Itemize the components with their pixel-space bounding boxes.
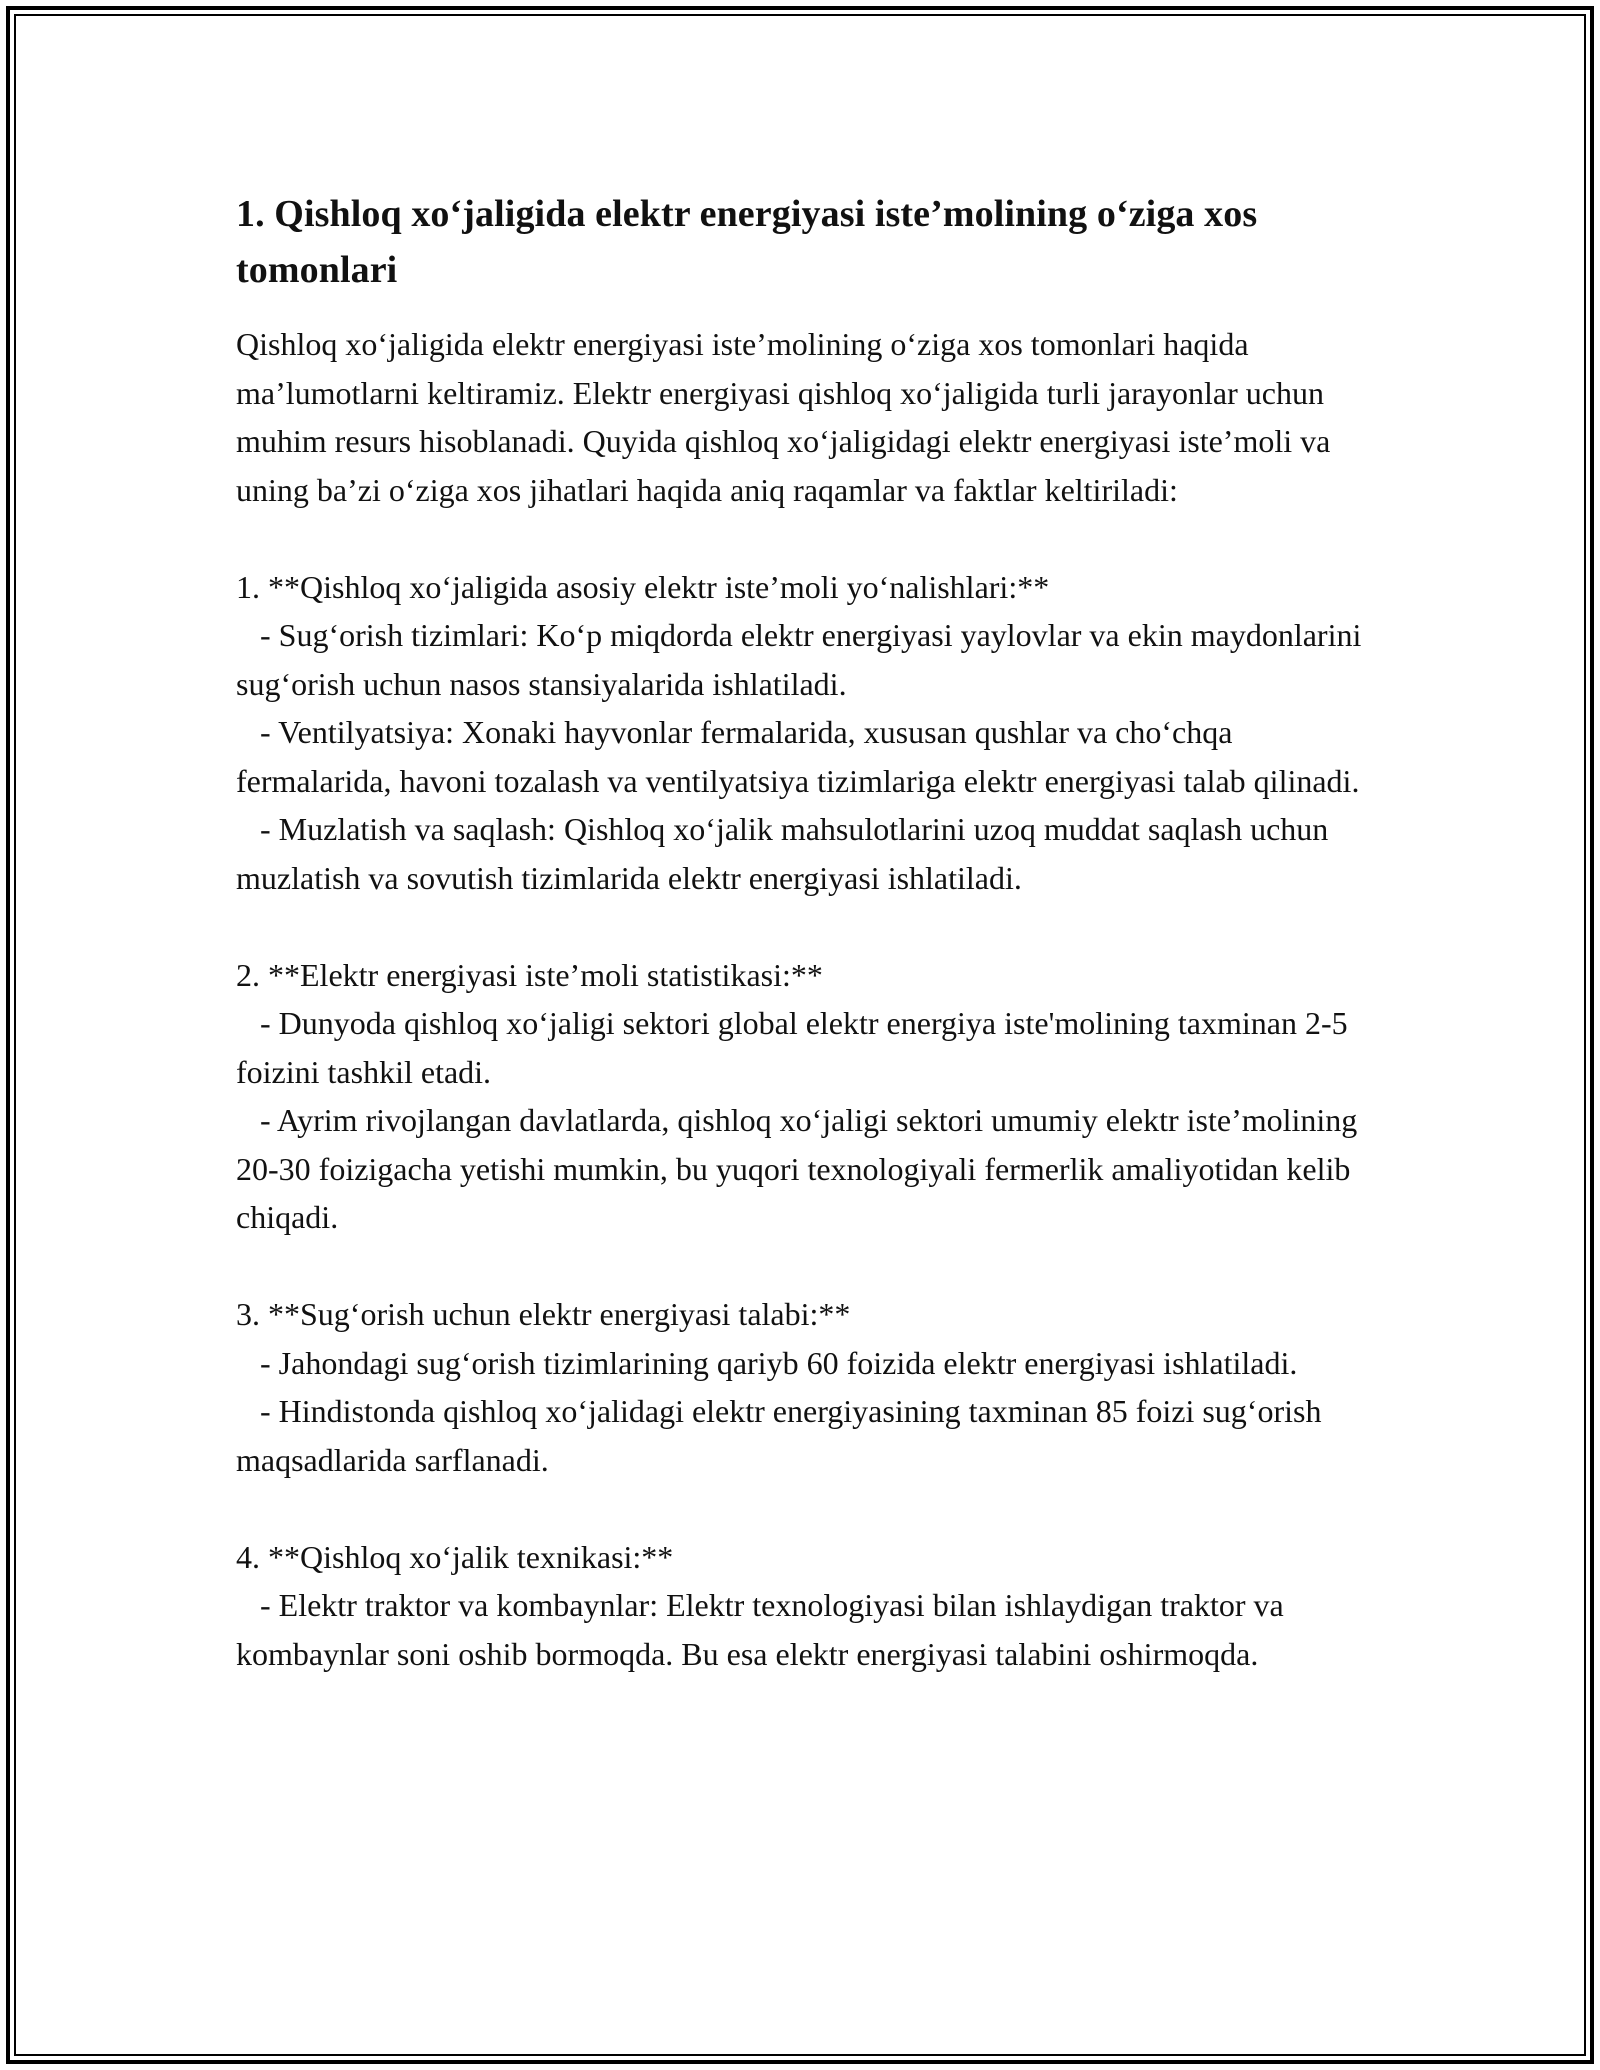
section-irrigation-demand: [236, 1290, 1376, 1484]
section-machinery: [236, 1533, 1376, 1679]
section-statistics: [236, 951, 1376, 1242]
page-title: 1. Qishloq xo‘jaligida elektr energiyasi iste’molining o‘ziga xos tomonlari: [236, 193, 1258, 291]
list-item: - Dunyoda qishloq xo‘jaligi sektori global elektr energiya iste'molining taxminan 2-5 foizini tashkil etadi.: [236, 1005, 1356, 1090]
list-item: - Ayrim rivojlangan davlatlarda, qishloq xo‘jaligi sektori umumiy elektr iste’molining 20-30 foizigacha yetishi mumkin, bu yuqori texnologiyali fermerlik amaliyotidan kelib chiqadi.: [236, 1102, 1366, 1235]
list-item: - Sug‘orish tizimlari: Ko‘p miqdorda elektr energiyasi yaylovlar va ekin maydonlarini sug‘orish uchun nasos stansiyalarida ishlatiladi.: [236, 617, 1370, 702]
list-item: - Muzlatish va saqlash: Qishloq xo‘jalik mahsulotlarini uzoq muddat saqlash uchun muzlatish va sovutish tizimlarida elektr energiyasi ishlatiladi.: [236, 811, 1337, 896]
intro-paragraph: Qishloq xo‘jaligida elektr energiyasi iste’molining o‘ziga xos tomonlari haqida ma’lumotlarni keltiramiz. Elektr energiyasi qishloq xo‘jaligida turli jarayonlar uchun muhim resurs hisoblanadi. Quyida qishloq xo‘jaligidagi elektr energiyasi iste’moli va uning ba’zi o‘ziga xos jihatlari haqida aniq raqamlar va faktlar keltiriladi:: [236, 326, 1331, 508]
section-usage-areas: [236, 563, 1376, 903]
list-item: - Elektr traktor va kombaynlar: Elektr texnologiyasi bilan ishlaydigan traktor va kombaynlar soni oshib bormoqda. Bu esa elektr energiyasi talabini oshirmoqda.: [236, 1587, 1292, 1672]
section-heading: 2. **Elektr energiyasi iste’moli statistikasi:**: [236, 956, 823, 993]
list-item: - Ventilyatsiya: Xonaki hayvonlar fermalarida, xususan qushlar va cho‘chqa fermalarida, havoni tozalash va ventilyatsiya tizimlariga elektr energiyasi talab qilinadi.: [236, 714, 1360, 799]
section-heading: 3. **Sug‘orish uchun elektr energiyasi talabi:**: [236, 1296, 851, 1332]
list-item: - Hindistonda qishloq xo‘jalidagi elektr energiyasining taxminan 85 foizi sug‘orish maqsadlarida sarflanadi.: [236, 1393, 1330, 1478]
section-heading: 1. **Qishloq xo‘jaligida asosiy elektr iste’moli yo‘nalishlari:**: [236, 568, 1050, 605]
section-heading: 4. **Qishloq xo‘jalik texnikasi:**: [236, 1538, 674, 1575]
document-body: [236, 186, 1376, 1678]
list-item: - Jahondagi sug‘orish tizimlarining qariyb 60 foizida elektr energiyasi ishlatiladi.: [236, 1344, 1298, 1381]
